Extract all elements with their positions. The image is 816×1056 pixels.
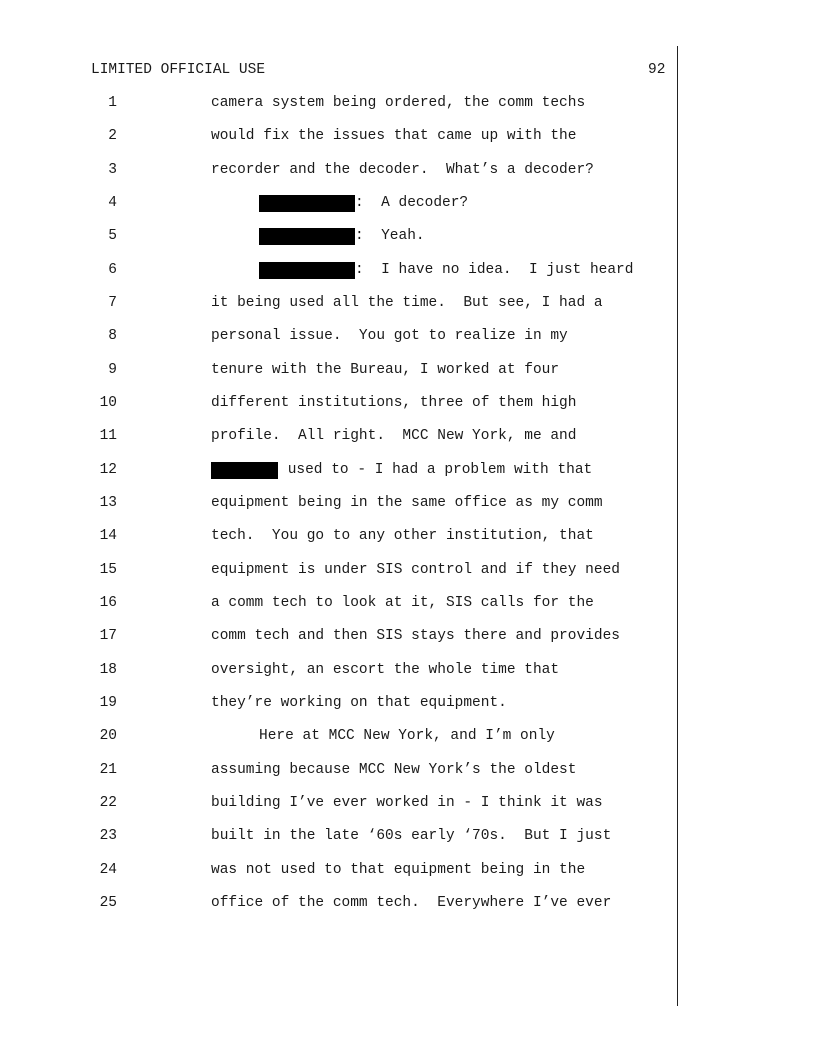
transcript-line <box>0 162 816 182</box>
line-text: camera system being ordered, the comm techs <box>211 95 586 111</box>
line-text: was not used to that equipment being in the <box>211 862 586 878</box>
transcript-line <box>0 795 816 815</box>
line-number: 4 <box>108 195 117 211</box>
transcript-line <box>0 495 816 515</box>
line-text: building I’ve ever worked in - I think it was <box>211 795 603 811</box>
line-text: personal issue. You got to realize in my <box>211 328 568 344</box>
transcript-line <box>0 695 816 715</box>
line-text: used to - I had a problem with that <box>279 462 593 478</box>
line-number: 19 <box>99 695 117 711</box>
line-number: 22 <box>99 795 117 811</box>
line-number: 9 <box>108 362 117 378</box>
line-number: 2 <box>108 128 117 144</box>
redaction-box <box>211 462 278 479</box>
line-text: recorder and the decoder. What’s a decoder? <box>211 162 594 178</box>
line-number: 24 <box>99 862 117 878</box>
line-number: 7 <box>108 295 117 311</box>
line-number: 15 <box>99 562 117 578</box>
line-number: 16 <box>99 595 117 611</box>
line-number: 20 <box>99 728 117 744</box>
transcript-line <box>0 95 816 115</box>
line-text: : Yeah. <box>355 228 425 244</box>
redaction-box <box>259 228 355 245</box>
redaction-box <box>259 195 355 212</box>
transcript-line <box>0 228 816 248</box>
line-number: 13 <box>99 495 117 511</box>
line-number: 6 <box>108 262 117 278</box>
line-number: 5 <box>108 228 117 244</box>
transcript-line <box>0 295 816 315</box>
line-text: profile. All right. MCC New York, me and <box>211 428 577 444</box>
transcript-line <box>0 628 816 648</box>
line-number: 18 <box>99 662 117 678</box>
line-number: 1 <box>108 95 117 111</box>
line-text: different institutions, three of them high <box>211 395 577 411</box>
line-text: oversight, an escort the whole time that <box>211 662 560 678</box>
line-number: 12 <box>99 462 117 478</box>
transcript-line <box>0 428 816 448</box>
line-number: 21 <box>99 762 117 778</box>
line-text: tech. You go to any other institution, that <box>211 528 594 544</box>
line-text: equipment being in the same office as my comm <box>211 495 603 511</box>
transcript-line <box>0 462 816 482</box>
redaction-box <box>259 262 355 279</box>
transcript-line <box>0 262 816 282</box>
line-text: would fix the issues that came up with the <box>211 128 577 144</box>
transcript-line <box>0 595 816 615</box>
line-text: a comm tech to look at it, SIS calls for the <box>211 595 594 611</box>
line-number: 3 <box>108 162 117 178</box>
page-number: 92 <box>648 62 666 78</box>
transcript-line <box>0 662 816 682</box>
line-text: it being used all the time. But see, I had a <box>211 295 603 311</box>
line-text: tenure with the Bureau, I worked at four <box>211 362 560 378</box>
line-number: 23 <box>99 828 117 844</box>
transcript-line <box>0 395 816 415</box>
transcript-line <box>0 362 816 382</box>
line-text: office of the comm tech. Everywhere I’ve ever <box>211 895 612 911</box>
transcript-line <box>0 562 816 582</box>
transcript-line <box>0 195 816 215</box>
line-text: assuming because MCC New York’s the oldest <box>211 762 577 778</box>
line-text: comm tech and then SIS stays there and provides <box>211 628 620 644</box>
line-text: Here at MCC New York, and I’m only <box>259 728 555 744</box>
line-number: 11 <box>99 428 117 444</box>
transcript-line <box>0 862 816 882</box>
line-text: they’re working on that equipment. <box>211 695 507 711</box>
line-text: equipment is under SIS control and if they need <box>211 562 620 578</box>
transcript-line <box>0 328 816 348</box>
line-text: built in the late ‘60s early ‘70s. But I just <box>211 828 612 844</box>
transcript-line <box>0 895 816 915</box>
transcript-line <box>0 762 816 782</box>
line-number: 8 <box>108 328 117 344</box>
transcript-line <box>0 828 816 848</box>
transcript-line <box>0 128 816 148</box>
line-text: : I have no idea. I just heard <box>355 262 634 278</box>
line-number: 17 <box>99 628 117 644</box>
line-number: 10 <box>99 395 117 411</box>
classification-header: LIMITED OFFICIAL USE <box>91 62 266 78</box>
line-number: 25 <box>99 895 117 911</box>
line-text: : A decoder? <box>355 195 469 211</box>
transcript-line <box>0 728 816 748</box>
transcript-line <box>0 528 816 548</box>
line-number: 14 <box>99 528 117 544</box>
